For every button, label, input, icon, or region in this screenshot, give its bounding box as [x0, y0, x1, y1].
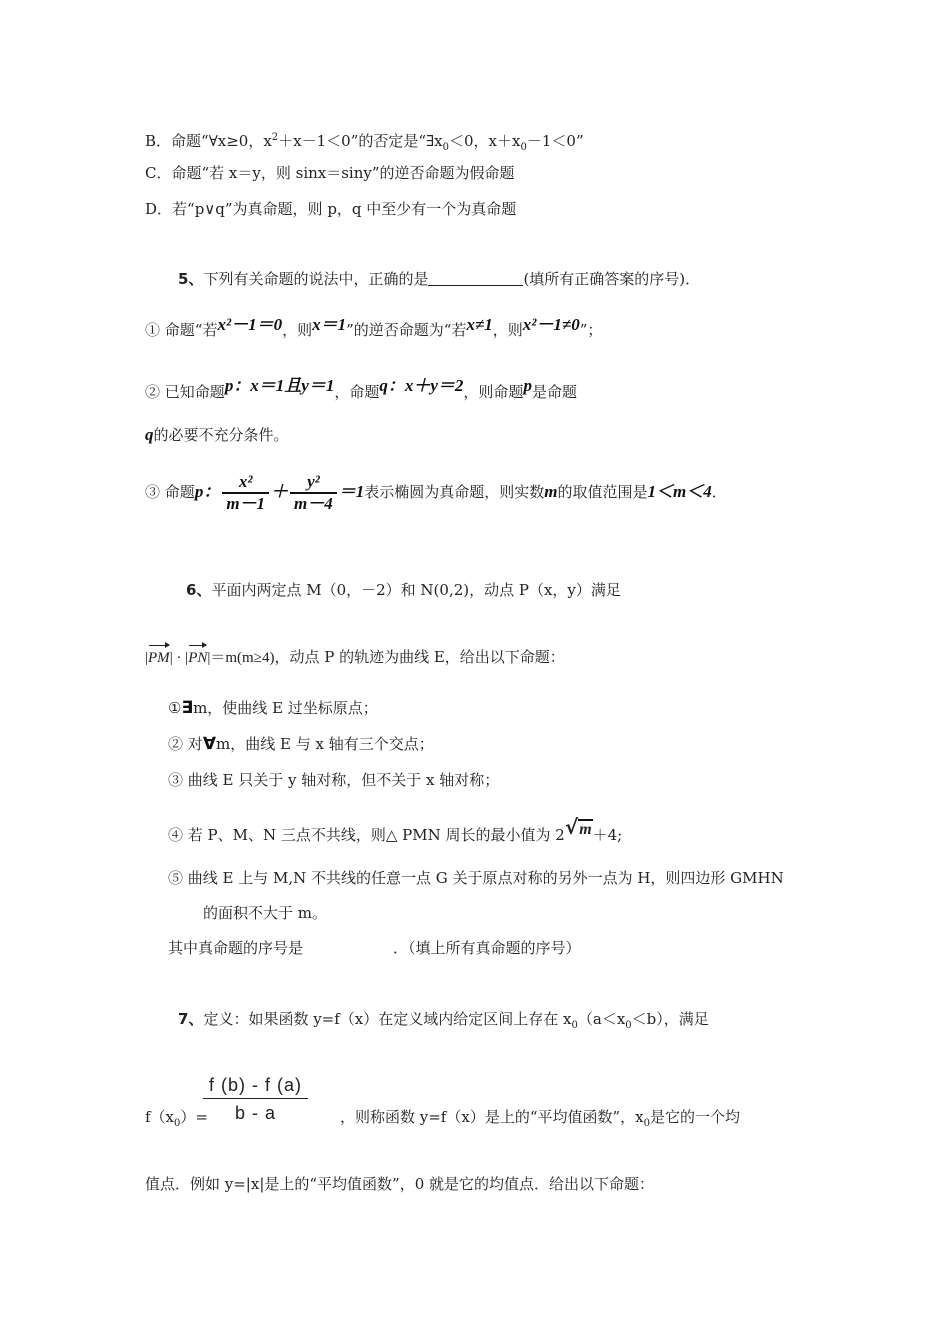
question-7-definition-tail: ，则称函数 y=f（x）是上的“平均值函数”，$x_0$是它的一个均 — [340, 1108, 741, 1129]
question-5-item-2-cont: q的必要不充分条件。 — [145, 425, 289, 444]
question-5-item-1: ① 命题“若x²－1＝0，则x＝1”的逆否命题为“若x≠1，则x²－1≠0”； — [145, 315, 603, 339]
mean-value-fraction: $\frac{f (b) - f (a)}{b - a}$ — [203, 1075, 308, 1124]
question-6-item-1: ①∃m，使曲线 E 过坐标原点； — [168, 698, 378, 717]
question-7-definition: $f(x_0)=$ — [145, 1108, 208, 1129]
question-6-item-5: ⑤ 曲线 E 上与 M,N 不共线的任意一点 G 关于原点对称的另外一点为 H，则四边形 GMHN — [168, 869, 784, 887]
option-c: C．命题“若 x＝y，则 sinx＝siny”的逆否命题为假命题 — [145, 164, 515, 182]
question-5-item-2: ② 已知命题p：x＝1且y＝1，命题q：x＋y＝2，则命题p是命题 — [145, 376, 577, 401]
question-5-stem: 5、下列有关命题的说法中，正确的是 (填所有正确答案的序号)． — [178, 270, 701, 288]
question-6-item-4: ④ 若 P、M、N 三点不共线，则△ PMN 周长的最小值为 2√m＋4; — [168, 815, 623, 844]
condition-formula: |PM| · |PN|＝m(m≥4) — [145, 650, 274, 666]
answer-blank[interactable] — [428, 269, 523, 286]
option-b: B．命题“∀x≥0，$x^2+x-1<0$”的否定是“$\exists x_0<0$，$x+x_0-1<0$” — [145, 132, 584, 153]
question-7-example: 值点．例如 y=|x|是上的“平均值函数”，0 就是它的均值点．给出以下命题： — [145, 1175, 655, 1193]
question-5-item-3: ③ 命题p： $\frac{\text{x²}}{m-1}$ ＋ $\frac{\text{y²}}{m-4}$ ＝1表示椭圆为真命题，则实数m的取值范围是1＜m＜4． — [145, 472, 727, 513]
option-d: D．若“p∨q”为真命题，则 p，q 中至少有一个为真命题 — [145, 200, 517, 218]
question-6-item-3: ③ 曲线 E 只关于 y 轴对称，但不关于 x 轴对称； — [168, 771, 500, 789]
fraction-x: $\frac{\text{x²}}{m-1}$ — [222, 472, 269, 514]
question-6-answer: 其中真命题的序号是 ．（填上所有真命题的序号） — [168, 939, 581, 957]
question-6-stem: 6、平面内两定点 M（0，－2）和 N(0,2)，动点 P（x，y）满足 — [186, 581, 621, 599]
sqrt-m: √m — [564, 815, 592, 839]
fraction-y: $\frac{\text{y²}}{m-4}$ — [290, 472, 337, 514]
question-6-item-5-cont: 的面积不大于 m。 — [203, 904, 327, 922]
question-6-item-2: ② 对∀m，曲线 E 与 x 轴有三个交点； — [168, 734, 434, 753]
question-6-condition: |PM| · |PN|＝m(m≥4)，动点 P 的轨迹为曲线 E，给出以下命题： — [145, 646, 565, 669]
question-7-stem: 7、定义：如果函数 y=f（x）在定义域内给定区间上存在 $x_0(a<x_0<b)$，满足 — [178, 1010, 709, 1031]
